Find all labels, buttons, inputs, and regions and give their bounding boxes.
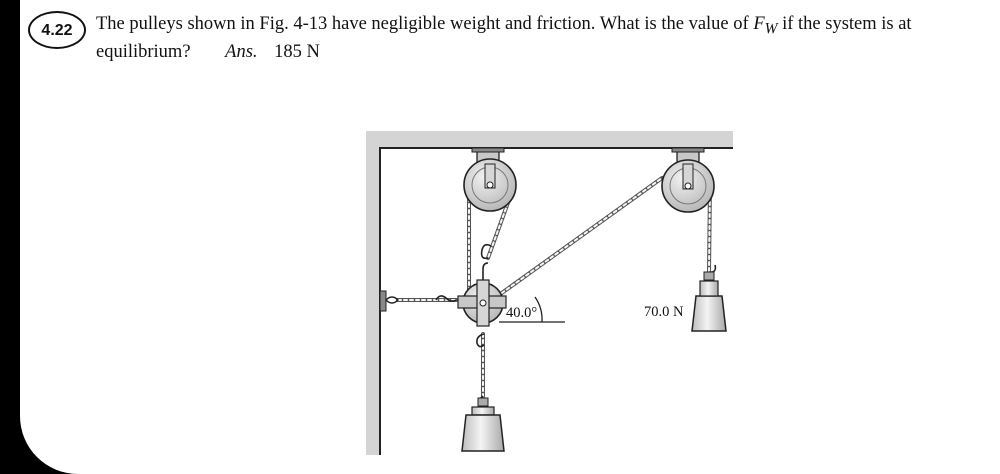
answer-value: 185 N <box>274 41 320 62</box>
force-symbol: F <box>753 14 765 34</box>
left-ceiling-pulley <box>464 148 516 211</box>
force-subscript: W <box>764 20 778 38</box>
bottom-weight <box>462 398 504 451</box>
right-weight <box>644 272 726 331</box>
rope-system <box>398 178 710 396</box>
problem-text-tail: if the system is at <box>777 14 912 34</box>
angle-label: 40.0° <box>506 305 538 321</box>
problem-text-line2: equilibrium? <box>96 41 191 62</box>
angle-annotation <box>499 297 565 322</box>
wall-anchor <box>380 291 398 311</box>
problem-text: The pulleys shown in Fig. 4-13 have negligible weight and friction. What is the value of <box>96 14 754 34</box>
right-ceiling-pulley <box>662 148 714 212</box>
movable-pulley <box>458 280 506 326</box>
weight-label: 70.0 N <box>644 304 684 320</box>
problem-number-badge: 4.22 <box>28 11 86 49</box>
answer-prefix: Ans. <box>225 41 258 62</box>
